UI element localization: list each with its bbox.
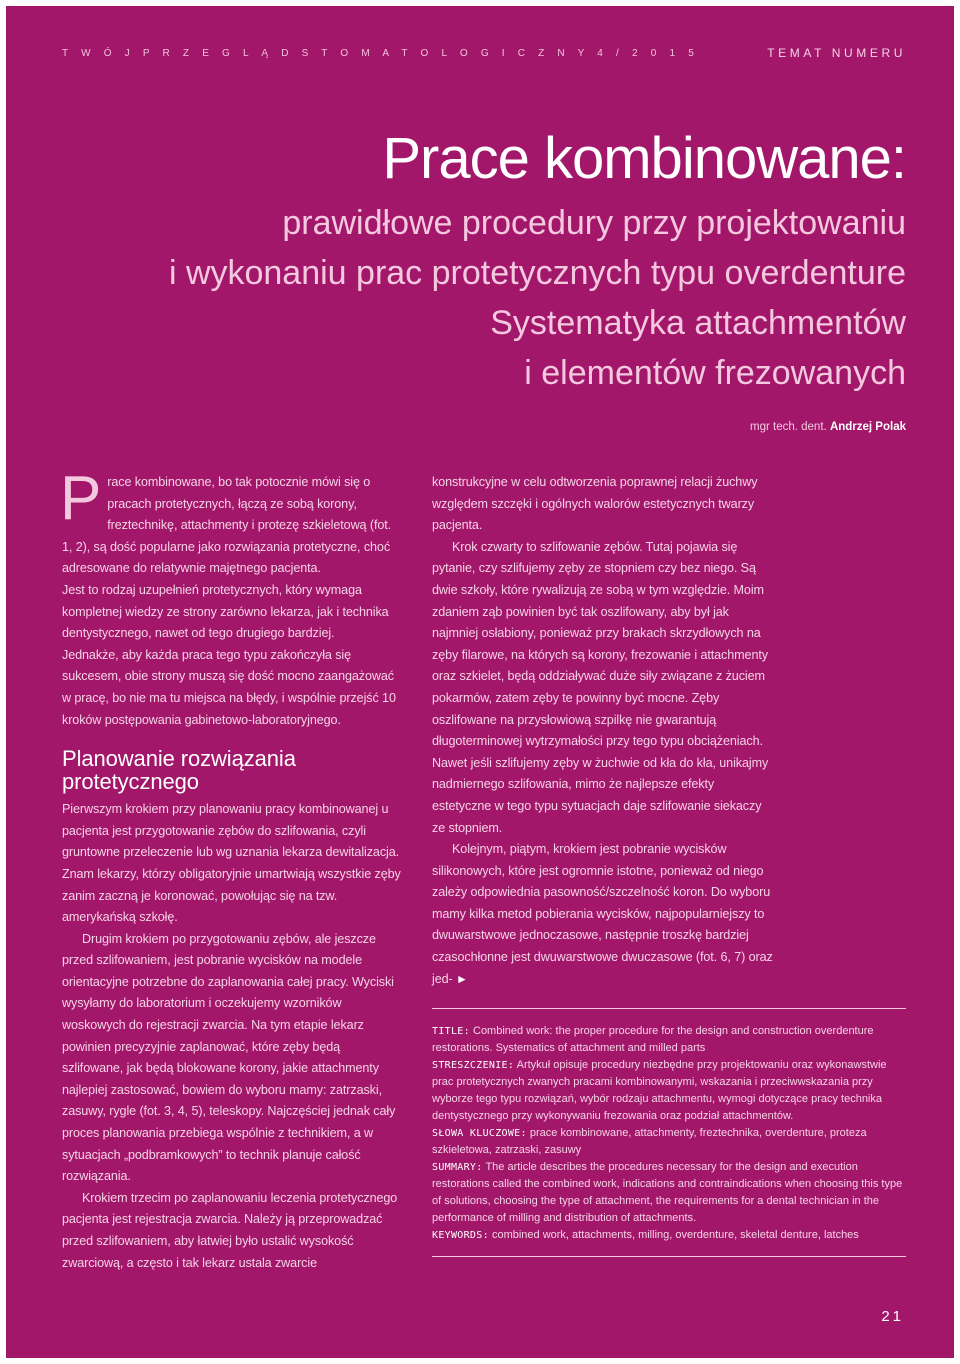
subtitle-line: prawidłowe procedury przy projektowaniu <box>282 204 906 242</box>
article-metadata <box>432 1008 906 1257</box>
paragraph-text: Kolejnym, piątym, krokiem jest pobranie wycisków silikonowych, które jest ogromnie istotne, ponieważ od niego zależy odpowiednia pasowność/szczelność koron. Do wyboru mamy kilka metod pobierania wycisków, najpopularniejszy to dwuwarstwowe jednoczasowe, następnie troszkę bardziej czasochłonne jest dwuwarstwowe dwuczasowe (fot. 6, 7) oraz jed- <box>432 842 773 986</box>
meta-title <box>432 1023 906 1057</box>
section-label: TEMAT NUMERU <box>767 46 906 60</box>
author-name: Andrzej Polak <box>829 421 906 433</box>
meta-value: The article describes the procedures necessary for the design and execution restorations called the combined work, indications and contraindications when choosing this type of solutions, choosing the type of attachment, the requirements for a dental technician in the performance of milling and distribution of attachments. <box>432 1161 903 1224</box>
meta-key: SUMMARY: <box>432 1162 483 1173</box>
meta-summary <box>432 1159 906 1227</box>
article-subtitle <box>169 198 906 398</box>
author-prefix: mgr tech. dent. <box>750 421 827 433</box>
paragraph: Pierwszym krokiem przy planowaniu pracy kombinowanej u pacjenta jest przygotowanie zębów do szlifowania, czyli gruntowne przeleczenie lub wg uznania lekarza dewitalizacja. Znam lekarzy, którzy obligatoryjnie umartwiają wszystkie zęby zanim zaczną je koronować, powołując się na tzw. amerykańską szkołę. <box>62 802 401 925</box>
paragraph: konstrukcyjne w celu odtworzenia poprawnej relacji żuchwy względem szczęki i ogólnych walorów estetycznych twarzy pacjenta. <box>432 475 758 533</box>
page-number: 21 <box>881 1308 904 1325</box>
paragraph <box>432 839 776 990</box>
left-column <box>60 464 402 1274</box>
meta-value: Combined work: the proper procedure for the design and construction overdenture restorations. Systematics of attachment and milled parts <box>432 1025 874 1054</box>
magazine-page <box>6 6 954 1358</box>
intro-paragraph <box>60 464 402 580</box>
paragraph: Krokiem trzecim po zaplanowaniu leczenia protetycznego pacjenta jest rejestracja zwarcia. Należy ją przeprowadzać przed szlifowaniem, aby łatwiej było ustalić wysokość zwarciową, a często i tak lekarz ustala zwarcie <box>62 1190 398 1270</box>
intro-text: race kombinowane, bo tak potocznie mówi się o pracach protetycznych, łączą ze sobą korony, freztechnikę, attachmenty i protezę szkieletową (fot. 1, 2), są dość popularne jako rozwiązania protetyczne, choć adresowane do relatywnie majętnego pacjenta. <box>62 475 392 576</box>
meta-value: Artykuł opisuje procedury niezbędne przy projektowaniu oraz wykonawstwie prac protetycznych zwanych pracami kombinowanymi, wskazania i przeciwwskazania przy wyborze tego typu rozwiązań, wybór rodzaju attachmentu, wymogi dotyczące pracy technika dentystycznego przy wykonywaniu frezowania oraz podział attachmentów. <box>432 1059 887 1122</box>
meta-key: TITLE: <box>432 1026 470 1037</box>
subtitle-line: i elementów frezowanych <box>524 354 906 392</box>
meta-key: STRESZCZENIE: <box>432 1060 515 1071</box>
journal-header: T W Ó J P R Z E G L Ą D S T O M A T O L O G I C Z N Y 4 / 2 0 1 5 <box>62 48 699 59</box>
meta-value: combined work, attachments, milling, overdenture, skeletal denture, latches <box>491 1229 859 1241</box>
subtitle-line: i wykonaniu prac protetycznych typu overdenture <box>168 254 906 292</box>
dropcap: P <box>60 464 102 533</box>
meta-key: SŁOWA KLUCZOWE: <box>432 1128 527 1139</box>
meta-slowa-kluczowe <box>432 1125 906 1159</box>
paragraph: Drugim krokiem po przygotowaniu zębów, ale jeszcze przed szlifowaniem, jest pobranie wycisków na modele orientacyjne potrzebne do zaplanowania całej pracy. Wyciski wysyłamy do laboratorium i oczekujemy wzorników woskowych do rejestracji zwarcia. Na tym etapie lekarz powinien precyzyjnie zaplanować, które zęby będą szlifowane, jak będą blokowane korony, jakie attachmenty najlepiej zastosować, bowiem do wyboru mamy: zatrzaski, zasuwy, rygle (fot. 3, 4, 5), teleskopy. Najczęściej jednak cały proces planowania przebiega wspólnie z technikiem, a w sytuacjach „podbramkowych” to technik planuje całość rozwiązania. <box>62 931 396 1184</box>
meta-streszczenie <box>432 1057 906 1125</box>
article-title: Prace kombinowane: <box>382 126 906 191</box>
right-column <box>432 472 776 990</box>
paragraph: Jednakże, aby każda praca tego typu zakończyła się sukcesem, obie strony muszą się dość mocno zaangażować w pracę, bo nie ma tu miejsca na błędy, i wspólnie przejść 10 kroków postępowania gabinetowo-laboratoryjnego. <box>62 647 396 727</box>
meta-keywords <box>432 1227 906 1244</box>
author-byline <box>750 421 906 433</box>
meta-key: KEYWORDS: <box>432 1230 489 1241</box>
subtitle-line: Systematyka attachmentów <box>490 304 906 342</box>
section-heading: Planowanie rozwiązania protetycznego <box>62 746 296 795</box>
paragraph: Krok czwarty to szlifowanie zębów. Tutaj pojawia się pytanie, czy szlifujemy zęby ze stopniem czy bez niego. Są dwie szkoły, które rywalizują ze sobą w tym względzie. Moim zdaniem ząb powinien być tak oszlifowany, aby był jak najmniej osłabiony, ponieważ przy brakach skrzydłowych na zęby filarowe, na których są korony, frezowanie i attachmenty oraz szkielet, będą oddziaływać duże siły związane z żuciem pokarmów, zatem zęby te powinny być mocne. Zęby oszlifowane na przysłowiową szpilkę nie gwarantują długoterminowej wytrzymałości przy tego typu obciążeniach. Nawet jeśli szlifujemy zęby w żuchwie od kła do kła, unikajmy nadmiernego szlifowania, mimo że najlepsze efekty estetyczne w tego typu sytuacjach daje szlifowanie siekaczy ze stopniem. <box>432 539 769 835</box>
paragraph: Jest to rodzaj uzupełnień protetycznych, który wymaga kompletnej wiedzy ze strony zarówno lekarza, jak i technika dentystycznego, nawet od tego drugiego bardziej. <box>62 582 389 641</box>
continue-arrow-icon: ► <box>456 971 468 986</box>
meta-value: prace kombinowane, attachmenty, freztechnika, overdenture, proteza szkieletowa, zatrzaski, zasuwy <box>432 1127 867 1156</box>
